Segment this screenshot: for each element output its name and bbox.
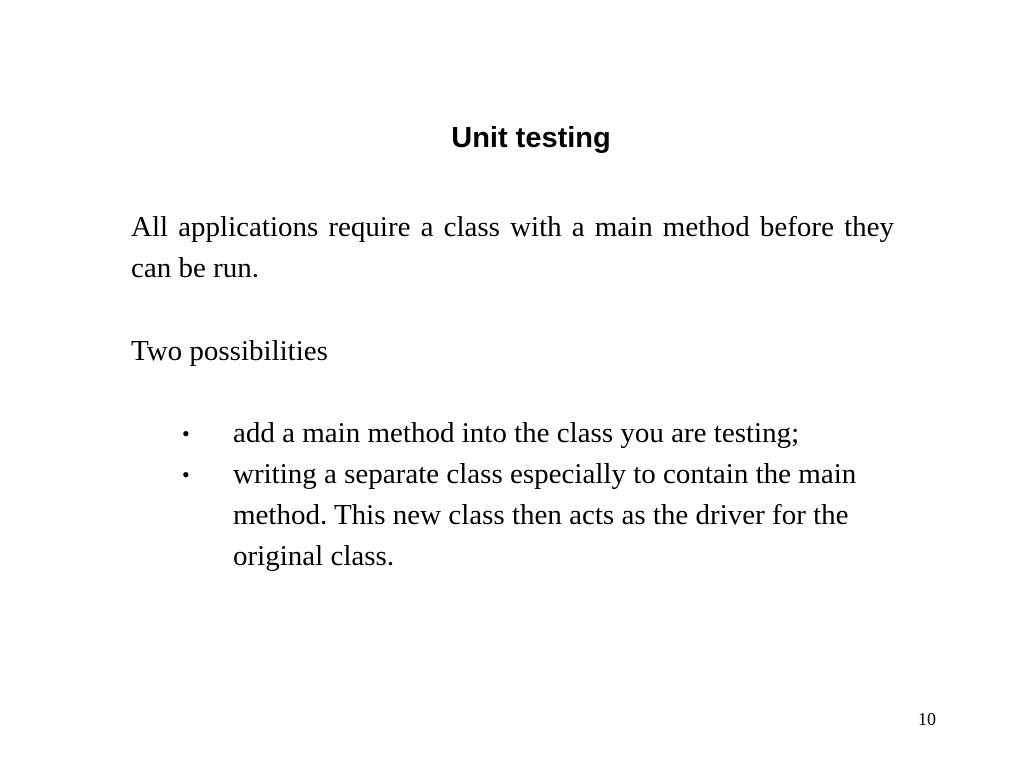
- bullet-item: [131, 413, 894, 454]
- bullet-text: writing a separate class especially to contain the main method. This new class then acts as the driver for the original class.: [233, 458, 857, 572]
- bullet-list: [131, 413, 894, 577]
- bullet-icon: •: [182, 421, 190, 446]
- intro-paragraph: All applications require a class with a main method before they can be run.: [131, 211, 894, 284]
- slide-title: Unit testing: [451, 122, 611, 154]
- page-number: 10: [918, 709, 936, 729]
- bullet-text: add a main method into the class you are testing;: [233, 417, 800, 449]
- bullet-icon: •: [182, 462, 190, 487]
- possibilities-heading: Two possibilities: [131, 335, 328, 367]
- bullet-item: [131, 454, 894, 577]
